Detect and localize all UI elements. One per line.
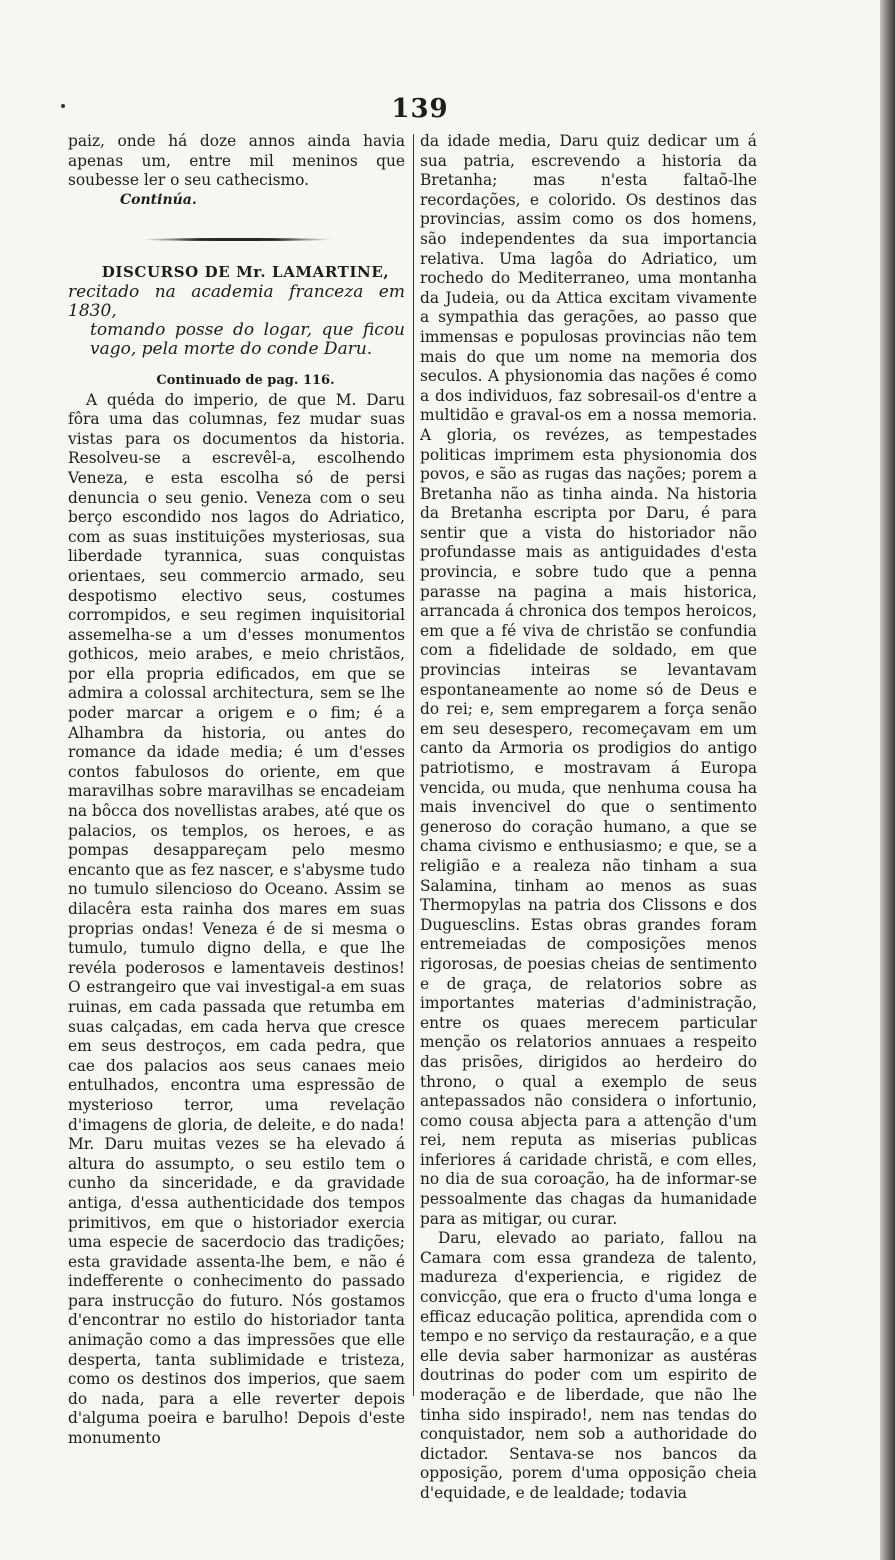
section-separator bbox=[142, 238, 332, 241]
left-column bbox=[68, 132, 405, 1449]
continued-from-note: Continuado de pag. 116. bbox=[156, 372, 335, 388]
body-paragraph: A quéda do imperio, de que M. Daru fôra uma das columnas, fez mudar suas vistas para os documentos da historia. Resolveu-se a escrevêl-a, escolhendo Veneza, e esta escolha só de persi denuncia o seu genio. Veneza com o seu berço escondido nos lagos do Adriatico, com as suas instituições mysteriosas, sua liberdade tyrannica, suas conquistas orientaes, seu commercio armado, seu despotismo electivo seus, costumes corrompidos, e seu regimen inquisitorial assemelha-se a um d'esses monumentos gothicos, meio arabes, e meio christãos, por ella propria edificados, em que se admira a colossal architectura, sem se lhe poder marcar a origem e o fim; é a Alhambra da historia, ou antes do romance da idade media; é um d'esses contos fabulosos do oriente, em que maravilhas sobre maravilhas se encadeiam na bôcca dos novellistas arabes, até que os palacios, os templos, os heroes, e as pompas desappareçam pelo mesmo encanto que as fez nascer, e s'abysme tudo no tumulo silencioso do Oceano. Assim se dilacêra esta rainha dos mares em suas proprias ondas! Veneza é de si mesma o tumulo, tumulo digno della, e que lhe revéla poderosos e lamentaveis destinos! O estrangeiro que vai investigal-a em suas ruinas, em cada passada que retumba em suas calçadas, em cada herva que cresce em seus destroços, em cada pedra, que cae dos palacios aos seus canaes meio entulhados, encontra uma espressão de mysterioso terror, uma revelação d'imagens de gloria, de deleite, e do nada! Mr. Daru muitas vezes se ha elevado á altura do assumpto, o seu estilo tem o cunho da sinceridade, e da gravidade antiga, d'essa authenticidade dos tempos primitivos, em que o historiador exercia uma especie de sacerdocio das tradições; esta gravidade assenta-lhe bem, e não é indefferente o conhecimento do passado para instrucção do futuro. Nós gostamos d'encontrar no estilo do historiador tanta animação como a das impressões que elle desperta, tanta sublimidade e tristeza, como os destinos dos imperios, que saem do nada, para a elle reverter depois d'alguma poeira e barulho! Depois d'este monumento bbox=[68, 390, 405, 1448]
body-paragraph: Daru, elevado ao pariato, fallou na Camara com essa grandeza de talento, madureza d'experiencia, e rigidez de convicção, que era o fructo d'uma longa e efficaz educação politica, aprendida com o tempo e no serviço da restauração, e a que elle devia saber harmonizar as austéras doutrinas do poder com um espirito de moderação e de liberdade, que não lhe tinha sido inspirado!, nem nas tendas do conquistador, nem sob a authoridade do dictador. Sentava-se nos bancos da opposição, porem d'uma opposição cheia d'equidade, e de lealdade; todavia bbox=[420, 1229, 757, 1502]
intro-paragraph: paiz, onde há doze annos ainda havia apenas um, entre mil meninos que soubesse ler o seu cathecismo. bbox=[68, 132, 405, 190]
continua-note: Continúa. bbox=[120, 191, 197, 208]
article-title: DISCURSO DE Mr. LAMARTINE, bbox=[101, 263, 390, 282]
body-paragraph-continued: da idade media, Daru quiz dedicar um á sua patria, escrevendo a historia da Bretanha; mas n'esta faltaõ-lhe recordações, e colorido. Os destinos das provincias, assim como os dos homens, são independentes da sua importancia relativa. Uma lagôa do Adriatico, um rochedo do Mediterraneo, uma montanha da Judeia, ou da Attica excitam vivamente a sympathia das gerações, ao passo que immensas e populosas provincias não tem mais do que um nome na memoria dos seculos. A physionomia das nações é como a dos individuos, faz sobresail-os d'entre a multidão e graval-os em a nossa memoria. A gloria, os revézes, as tempestades politicas imprimem esta physionomia dos povos, e são as rugas das nações; porem a Bretanha não as tinha ainda. Na historia da Bretanha escripta por Daru, é para sentir que a vista do historiador não profundasse mais as antiguidades d'esta provincia, e sobre tudo que a penna parasse na pagina a mais historica, arrancada á chronica dos tempos heroicos, em que a fé viva de christão se confundia com a fidelidade de soldado, em que provincias inteiras se levantavam espontaneamente ao nome só de Deus e do rei; e, sem empregarem a força senão em seu desespero, recomeçavam em um canto da Armoria os prodigios do antigo patriotismo, e mostravam á Europa vencida, ou muda, que nenhuma cousa ha mais invencivel do que o sentimento generoso do coração humano, a que se chama civismo e enthusiasmo; e que, se a religião e a realeza não tinham a sua Salamina, tinham ao menos as suas Thermopylas na patria dos Clissons e dos Duguesclins. Estas obras grandes foram entremeiadas de composições menos rigorosas, de poesias cheias de sentimento e de graça, de relatorios sobre as importantes materias d'administração, entre os quaes merecem particular menção os relatorios annuaes a respeito das prisões, dirigidos ao herdeiro do throno, o qual a exemplo de seus antepassados não considera o infortunio, como cousa abjecta para a attenção d'um rei, nem reputa as miserias publicas inferiores á caridade christã, e com elles, no dia de sua coroação, ha de informar-se pessoalmente das chagas da humanidade para as mitigar, ou curar. bbox=[420, 132, 757, 1228]
right-column bbox=[420, 132, 757, 1504]
ink-speck bbox=[61, 104, 65, 108]
subtitle-line-1: recitado na academia franceza em 1830, bbox=[68, 281, 405, 321]
column-divider bbox=[413, 134, 414, 1396]
subtitle-line-2: tomando posse do logar, que ficou vago, pela morte do conde Daru. bbox=[90, 319, 405, 359]
page-edge-shadow bbox=[880, 0, 895, 1560]
article-subtitle bbox=[68, 283, 405, 359]
page-number: 139 bbox=[391, 94, 449, 124]
